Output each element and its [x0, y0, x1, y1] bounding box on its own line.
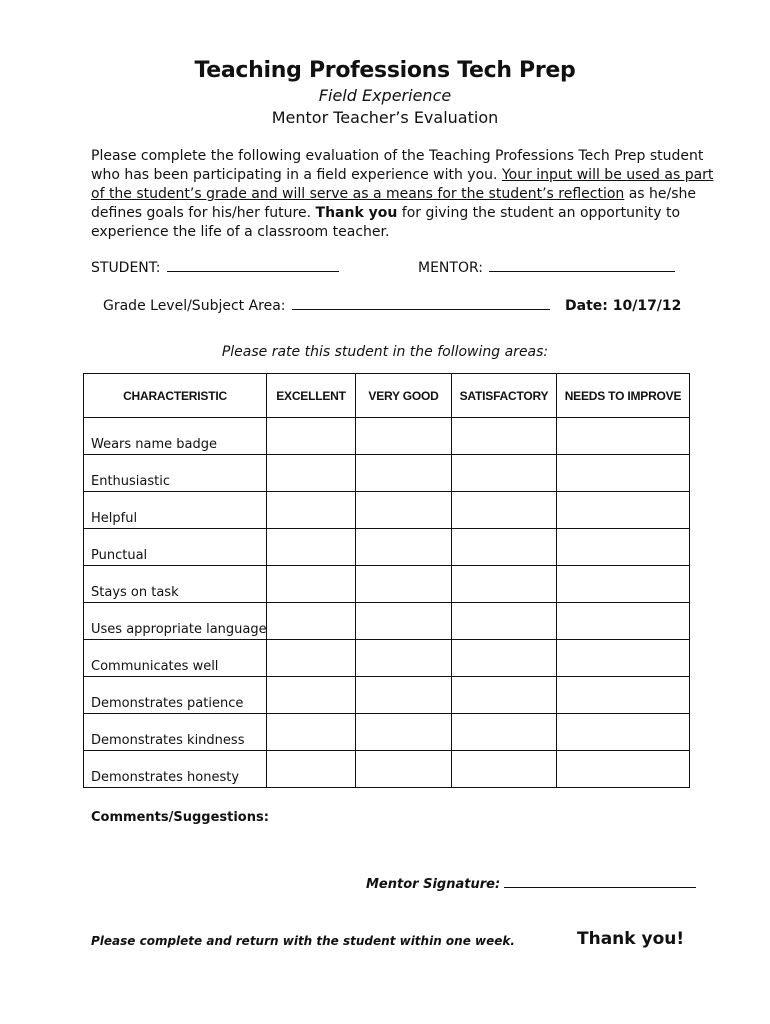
intro-text: as he/she [624, 186, 697, 202]
grade-field [103, 298, 550, 314]
characteristic-cell: Punctual [84, 529, 267, 566]
rating-cell-excellent[interactable] [267, 455, 356, 492]
page-title: Teaching Professions Tech Prep [194, 58, 576, 83]
rating-cell-very-good[interactable] [356, 677, 452, 714]
rating-cell-very-good[interactable] [356, 529, 452, 566]
signature-field [366, 877, 696, 892]
intro-text: defines goals for his/her future. [91, 205, 316, 221]
intro-paragraph [91, 147, 714, 242]
rating-cell-satisfactory[interactable] [452, 640, 557, 677]
rating-cell-excellent[interactable] [267, 603, 356, 640]
characteristic-cell: Demonstrates patience [84, 677, 267, 714]
rating-cell-needs-to-improve[interactable] [557, 603, 690, 640]
intro-line-5: experience the life of a classroom teacher. [91, 224, 390, 240]
table-row [84, 566, 690, 603]
rating-cell-satisfactory[interactable] [452, 455, 557, 492]
rating-cell-excellent[interactable] [267, 751, 356, 788]
signature-input-line[interactable] [504, 886, 696, 888]
table-row [84, 455, 690, 492]
table-row [84, 529, 690, 566]
characteristic-cell: Helpful [84, 492, 267, 529]
rating-cell-very-good[interactable] [356, 492, 452, 529]
intro-line-4 [91, 204, 695, 223]
page-subtitle: Field Experience [318, 86, 452, 105]
rating-cell-needs-to-improve[interactable] [557, 751, 690, 788]
intro-line-3 [91, 185, 695, 204]
column-header-excellent: EXCELLENT [267, 374, 356, 418]
column-header-characteristic: CHARACTERISTIC [84, 374, 267, 418]
rating-cell-satisfactory[interactable] [452, 529, 557, 566]
rating-cell-satisfactory[interactable] [452, 418, 557, 455]
rating-cell-needs-to-improve[interactable] [557, 492, 690, 529]
form-name: Mentor Teacher’s Evaluation [271, 108, 499, 127]
rating-header-row [84, 374, 690, 418]
table-row [84, 492, 690, 529]
characteristic-cell: Enthusiastic [84, 455, 267, 492]
mentor-input-line[interactable] [489, 270, 675, 272]
column-header-satisfactory: SATISFACTORY [452, 374, 557, 418]
rating-cell-very-good[interactable] [356, 714, 452, 751]
rating-cell-excellent[interactable] [267, 677, 356, 714]
rating-cell-satisfactory[interactable] [452, 714, 557, 751]
rating-cell-very-good[interactable] [356, 640, 452, 677]
intro-text: for giving the student an opportunity to [397, 205, 681, 221]
rating-cell-very-good[interactable] [356, 603, 452, 640]
intro-underlined-text: Your input will be used as part [501, 167, 714, 183]
rating-cell-excellent[interactable] [267, 492, 356, 529]
rating-cell-needs-to-improve[interactable] [557, 677, 690, 714]
rating-cell-very-good[interactable] [356, 566, 452, 603]
characteristic-cell: Demonstrates honesty [84, 751, 267, 788]
rating-prompt: Please rate this student in the following areas: [221, 344, 549, 360]
intro-line-1: Please complete the following evaluation of the Teaching Professions Tech Prep student [91, 148, 704, 164]
characteristic-cell: Wears name badge [84, 418, 267, 455]
table-row [84, 751, 690, 788]
rating-cell-excellent[interactable] [267, 418, 356, 455]
mentor-label: MENTOR: [418, 260, 483, 276]
student-field [91, 260, 339, 276]
characteristic-cell: Uses appropriate language [84, 603, 267, 640]
rating-cell-needs-to-improve[interactable] [557, 455, 690, 492]
table-row [84, 418, 690, 455]
table-row [84, 603, 690, 640]
column-header-very-good: VERY GOOD [356, 374, 452, 418]
mentor-field [418, 260, 675, 276]
rating-cell-excellent[interactable] [267, 529, 356, 566]
rating-cell-needs-to-improve[interactable] [557, 566, 690, 603]
rating-cell-satisfactory[interactable] [452, 566, 557, 603]
rating-cell-needs-to-improve[interactable] [557, 714, 690, 751]
grade-input-line[interactable] [292, 308, 550, 310]
intro-bold-text: Thank you [315, 205, 398, 221]
characteristic-cell: Demonstrates kindness [84, 714, 267, 751]
student-label: STUDENT: [91, 260, 161, 276]
rating-cell-needs-to-improve[interactable] [557, 640, 690, 677]
return-note: Please complete and return with the student within one week. [91, 934, 515, 948]
rating-cell-needs-to-improve[interactable] [557, 529, 690, 566]
rating-cell-excellent[interactable] [267, 640, 356, 677]
rating-cell-very-good[interactable] [356, 751, 452, 788]
rating-cell-satisfactory[interactable] [452, 751, 557, 788]
rating-cell-excellent[interactable] [267, 714, 356, 751]
student-input-line[interactable] [167, 270, 339, 272]
intro-line-2 [91, 166, 714, 185]
rating-cell-needs-to-improve[interactable] [557, 418, 690, 455]
comments-label: Comments/Suggestions: [91, 810, 269, 825]
signature-label: Mentor Signature: [366, 877, 501, 892]
rating-cell-satisfactory[interactable] [452, 492, 557, 529]
characteristic-cell: Stays on task [84, 566, 267, 603]
column-header-needs-to-improve: NEEDS TO IMPROVE [557, 374, 690, 418]
intro-text: who has been participating in a field experience with you. [91, 167, 502, 183]
intro-underlined-text: of the student’s grade and will serve as a means for the student’s reflection [91, 186, 625, 202]
date-field: Date: 10/17/12 [565, 298, 682, 314]
table-row [84, 640, 690, 677]
table-row [84, 714, 690, 751]
thank-you-text: Thank you! [577, 929, 685, 949]
rating-cell-satisfactory[interactable] [452, 677, 557, 714]
rating-cell-very-good[interactable] [356, 455, 452, 492]
characteristic-cell: Communicates well [84, 640, 267, 677]
rating-cell-satisfactory[interactable] [452, 603, 557, 640]
rating-table [83, 373, 690, 788]
rating-cell-very-good[interactable] [356, 418, 452, 455]
rating-cell-excellent[interactable] [267, 566, 356, 603]
grade-label: Grade Level/Subject Area: [103, 298, 286, 314]
table-row [84, 677, 690, 714]
